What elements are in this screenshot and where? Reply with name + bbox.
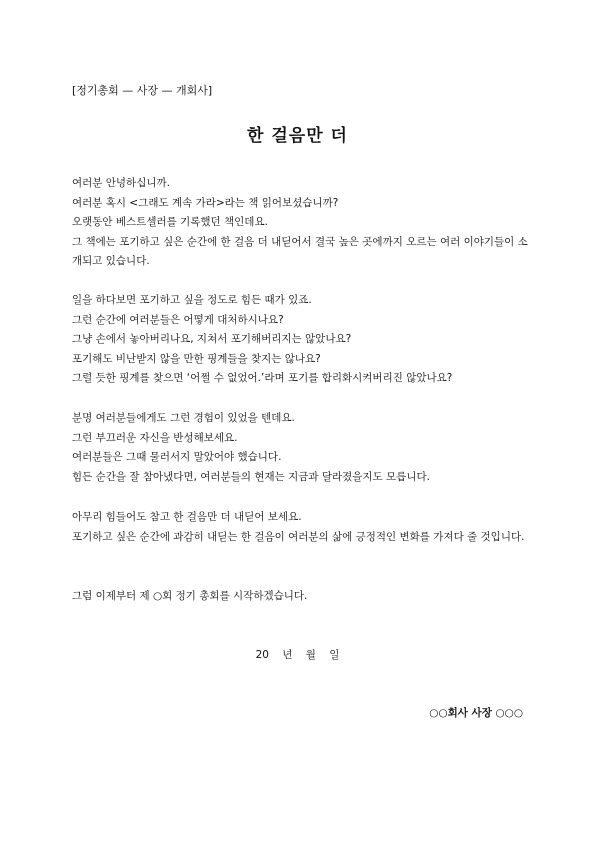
paragraph-opening <box>72 587 532 607</box>
signature: ○○회사 사장 ○○○ <box>429 707 523 719</box>
paragraph-giving-up <box>72 291 532 389</box>
text-line: 분명 여러분들에게도 그런 경험이 있었을 텐데요. <box>72 412 295 424</box>
text-line: 그런 순간에 여러분들은 어떻게 대처하시나요? <box>72 313 284 326</box>
text-line: 포기하고 싶은 순간에 과감히 내딛는 한 걸음이 여러분의 삶에 긍정적인 변화를 가져다 줄 것입니다. <box>72 530 525 543</box>
text-line: 아무리 힘들어도 참고 한 걸음만 더 내딛어 보세요. <box>72 511 302 523</box>
text-line: 일을 하다보면 포기하고 싶을 정도로 힘든 때가 있죠. <box>72 294 312 306</box>
paragraph-encouragement <box>72 508 532 547</box>
text-line: 여러분 혹시 <그래도 계속 가라>라는 책 읽어보셨습니까? <box>72 196 339 209</box>
text-line: 그런 부끄러운 자신을 반성해보세요. <box>72 431 238 444</box>
text-line: 여러분들은 그때 물러서지 말았어야 했습니다. <box>72 451 282 463</box>
text-line: 그냥 손에서 놓아버리나요, 지쳐서 포기해버리지는 않았나요? <box>72 333 352 345</box>
document-category-label: [정기총회 — 사장 — 개회사] <box>72 84 213 97</box>
text-line: 포기해도 비난받지 않을 만한 핑계들을 찾지는 않나요? <box>72 352 321 365</box>
text-line: 오랫동안 베스트셀러를 기록했던 책인데요. <box>72 216 268 228</box>
paragraph-greeting <box>72 174 532 272</box>
text-line: 그럴 듯한 핑계를 찾으면 ‘어쩔 수 없었어.’라며 포기를 합리화시켜버리진 않았나요? <box>72 372 453 384</box>
document-title: 한 걸음만 더 <box>247 126 348 146</box>
paragraph-reflection <box>72 409 532 487</box>
document-date: 20 년 월 일 <box>255 649 340 661</box>
text-line: 여러분 안녕하십니까. <box>72 177 170 189</box>
text-line: 그럼 이제부터 제 ○회 정기 총회를 시작하겠습니다. <box>72 590 308 602</box>
text-line: 그 책에는 포기하고 싶은 순간에 한 걸음 더 내딛어서 결국 높은 곳에까지 오르는 여러 이야기들이 소개되고 있습니다. <box>72 235 528 267</box>
text-line: 힘든 순간을 잘 참아냈다면, 여러분들의 현재는 지금과 달라졌을지도 모릅니다. <box>72 470 430 483</box>
